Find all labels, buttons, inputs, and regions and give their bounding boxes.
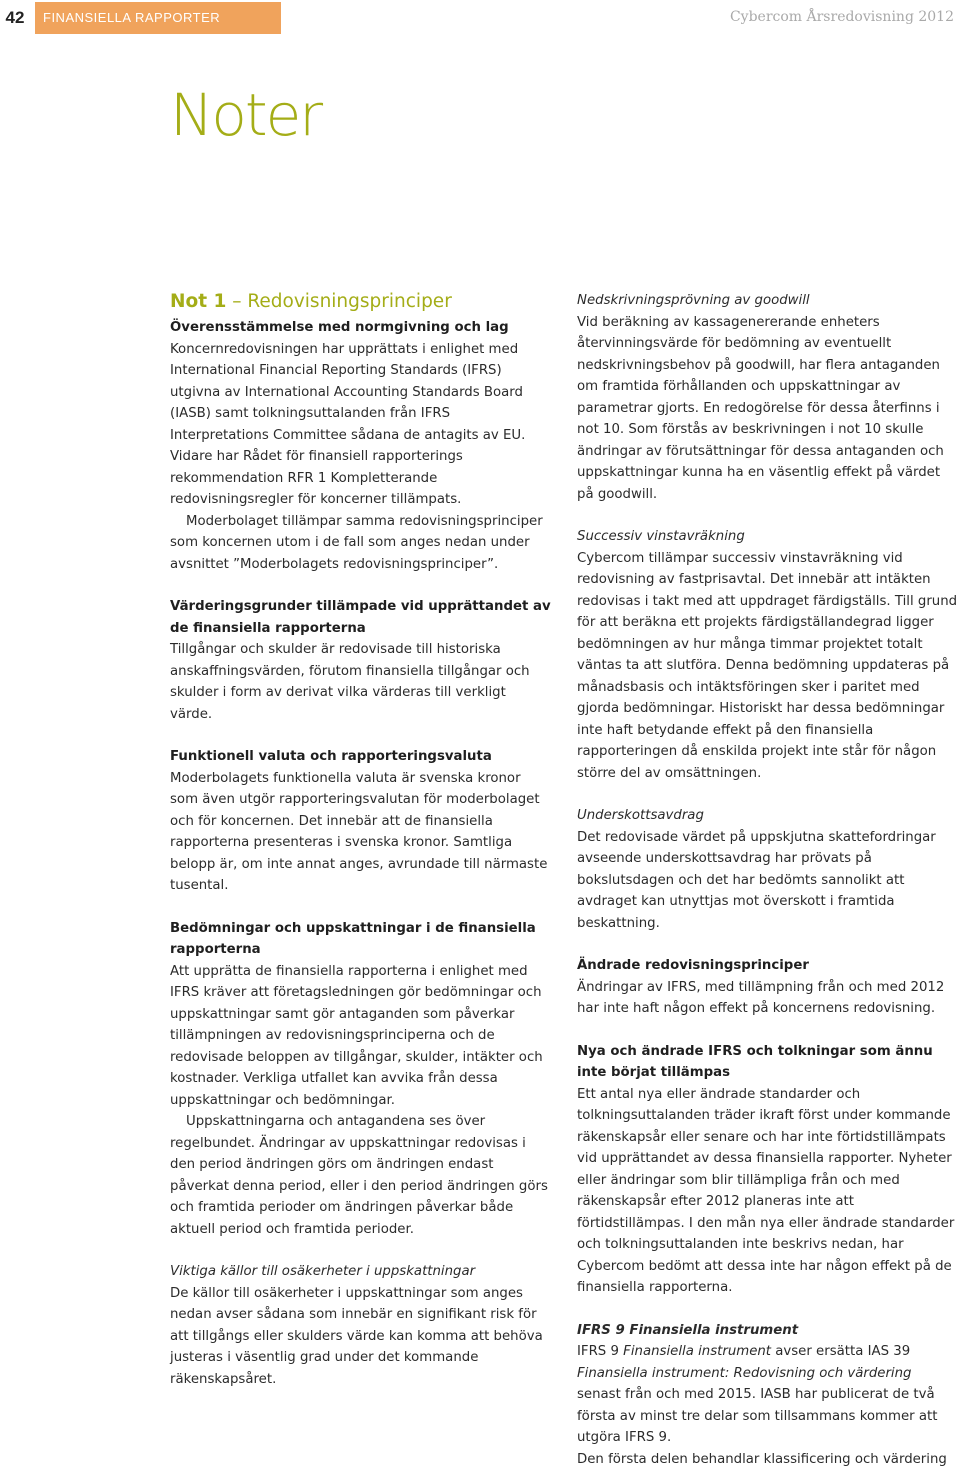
paragraph-compliance: Koncernredovisningen har upprättats i enlighet med International Financial Reporting Standards (IFRS) utgivna av International Accounting Standards Board (IASB) samt tolkningsuttalanden från IFRS Interpretations Committee sådana de antagits av EU. Vidare har Rådet för finansiell rapporterings rekommendation RFR 1 Kompletterande redovisningsregler för koncerner tillämpats. xyxy=(170,339,552,511)
paragraph-new-ifrs: Ett antal nya eller ändrade standarder och tolkningsuttalanden träder ikraft först under kommande räkenskapsår eller senare och har inte förtidstillämpats vid upprättandet av dessa finansiella rapporter. Nyheter eller ändringar som blir tillämpliga från och med räkenskapsår efter 2012 planeras inte att förtidstillämpas. I den mån nya eller ändrade standarder och tolkningsuttalanden inte beskrivs nedan, har Cybercom bedömt att dessa inte har någon effekt på de finansiella rapporterna. xyxy=(577,1084,959,1299)
paragraph-estimates-review: Uppskattningarna och antagandena ses över regelbundet. Ändringar av uppskattningar redovisas i den period ändringen görs om ändringen endast påverkat denna period, eller i den period ändringen görs och framtida perioder om ändringen påverkar både aktuell period och framtida perioder. xyxy=(170,1111,552,1240)
section-label: FINANSIELLA RAPPORTER xyxy=(35,2,281,34)
heading-ifrs9: IFRS 9 Finansiella instrument xyxy=(577,1320,959,1342)
paragraph-uncertainty: De källor till osäkerheter i uppskattningar som anges nedan avser sådana som innebär en signifikant risk för att tillgångs eller skulders värde kan komma att behöva justeras i väsentlig grad under det kommande räkenskapsåret. xyxy=(170,1283,552,1391)
paragraph-estimates: Att upprätta de finansiella rapporterna i enlighet med IFRS kräver att företagsledningen gör bedömningar och uppskattningar samt gör antaganden som påverkar tillämpningen av redovisningsprinciperna och de redovisade beloppen av tillgångar, skulder, intäkter och kostnader. Verkliga utfallet kan avvika från dessa uppskattningar och bedömningar. xyxy=(170,961,552,1112)
heading-new-ifrs: Nya och ändrade IFRS och tolkningar som ännu inte börjat tillämpas xyxy=(577,1041,959,1084)
heading-valuation: Värderingsgrunder tillämpade vid upprättandet av de finansiella rapporterna xyxy=(170,596,552,639)
heading-tax-losses: Underskottsavdrag xyxy=(577,805,959,827)
paragraph-goodwill: Vid beräkning av kassagenererande enheters återvinningsvärde för bedömning av eventuellt nedskrivningsbehov på goodwill, har flera antaganden om framtida förhållanden och uppskattningar av parametrar gjorts. En redogörelse för dessa återfinns i not 10. Som förstås av beskrivningen i not 10 skulle ändringar av förutsättningar för dessa antaganden och uppskattningar kunna ha en väsentlig effekt på värdet på goodwill. xyxy=(577,312,959,506)
paragraph-changed-principles: Ändringar av IFRS, med tillämpning från och med 2012 har inte haft någon effekt på koncernens redovisning. xyxy=(577,977,959,1020)
left-column xyxy=(170,290,552,1390)
heading-goodwill: Nedskrivningsprövning av goodwill xyxy=(577,290,959,312)
paragraph-valuation: Tillgångar och skulder är redovisade till historiska anskaffningsvärden, förutom finansiella tillgångar och skulder i form av derivat vilka värderas till verkligt värde. xyxy=(170,639,552,725)
paragraph-ifrs9: IFRS 9 Finansiella instrument avser ersätta IAS 39 Finansiella instrument: Redovisning och värdering senast från och med 2015. IASB har publicerat de två första av minst tre delar som tillsammans kommer att utgöra IFRS 9. xyxy=(577,1341,959,1449)
note-heading xyxy=(170,290,552,314)
note-number: Not 1 xyxy=(170,291,226,312)
note-dash: – xyxy=(226,291,247,312)
heading-uncertainty: Viktiga källor till osäkerheter i uppskattningar xyxy=(170,1261,552,1283)
paragraph-ifrs9-first-part: Den första delen behandlar klassificering och värdering xyxy=(577,1449,959,1470)
heading-currency: Funktionell valuta och rapporteringsvaluta xyxy=(170,746,552,768)
document-title: Cybercom Årsredovisning 2012 xyxy=(730,9,954,25)
heading-percentage-completion: Successiv vinstavräkning xyxy=(577,526,959,548)
page-number: 42 xyxy=(0,2,30,34)
paragraph-tax-losses: Det redovisade värdet på uppskjutna skattefordringar avseende underskottsavdrag har prövats på bokslutsdagen och det har bedömts sannolikt att avdraget kan utnyttjas mot överskott i framtida beskattning. xyxy=(577,827,959,935)
right-column xyxy=(577,290,959,1470)
heading-changed-principles: Ändrade redovisningsprinciper xyxy=(577,955,959,977)
heading-estimates: Bedömningar och uppskattningar i de finansiella rapporterna xyxy=(170,918,552,961)
heading-compliance: Överensstämmelse med normgivning och lag xyxy=(170,317,552,339)
page-title: Noter xyxy=(170,80,321,150)
note-title: Redovisningsprinciper xyxy=(247,291,451,312)
paragraph-percentage-completion: Cybercom tillämpar successiv vinstavräkning vid redovisning av fastprisavtal. Det innebär att intäkten redovisas i takt med att uppdraget färdigställs. Till grund för att beräkna ett projekts färdigställandegrad ligger bedömningen av hur många timmar projektet totalt väntas ta att slutföra. Denna bedömning uppdateras på månadsbasis och intäktsföringen sker i paritet med gjorda bedömningar. Historiskt har dessa bedömningar inte haft betydande effekt på den finansiella rapporteringen då enskilda projekt inte står för någon större del av omsättningen. xyxy=(577,548,959,785)
paragraph-currency: Moderbolagets funktionella valuta är svenska kronor som även utgör rapporteringsvalutan för moderbolaget och för koncernen. Det innebär att de finansiella rapporterna presenteras i svenska kronor. Samtliga belopp är, om inte annat anges, avrundade till närmaste tusental. xyxy=(170,768,552,897)
paragraph-parent-company: Moderbolaget tillämpar samma redovisningsprinciper som koncernen utom i de fall som anges nedan under avsnittet ”Moderbolagets redovisningsprinciper”. xyxy=(170,511,552,576)
